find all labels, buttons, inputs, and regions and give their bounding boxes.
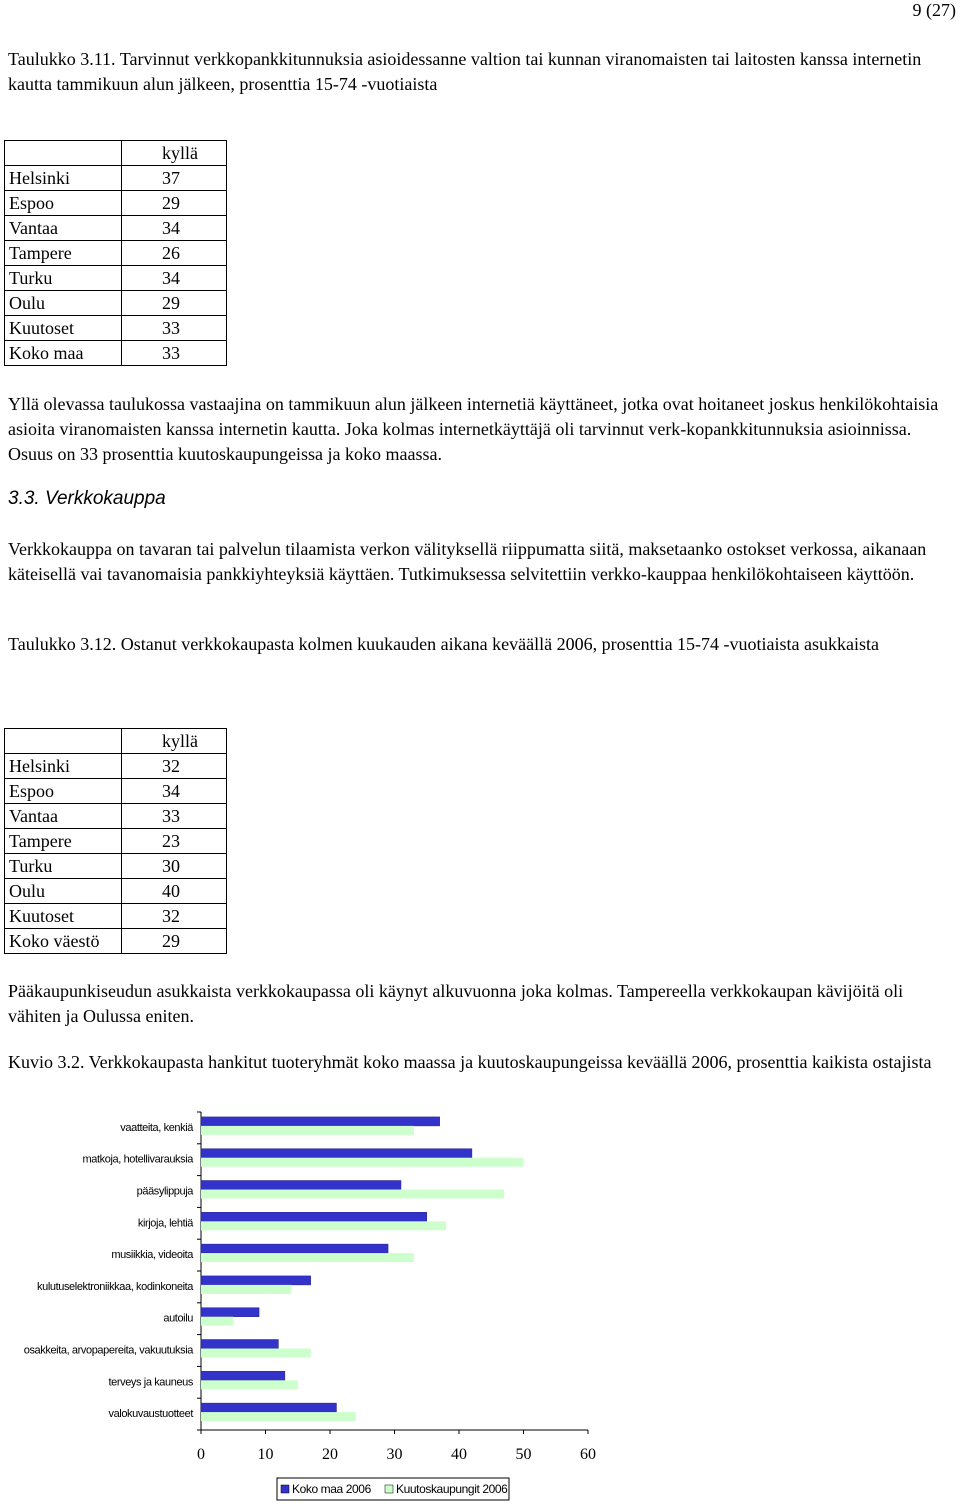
legend-swatch	[385, 1485, 393, 1493]
table2-row-value: 30	[122, 854, 227, 879]
x-tick-label: 50	[515, 1446, 532, 1463]
table-row	[5, 854, 227, 879]
bar-kuutoskaupungit	[201, 1190, 504, 1199]
table2-header-empty	[5, 729, 122, 754]
x-tick-label: 20	[322, 1446, 338, 1463]
bar-kuutoskaupungit	[201, 1412, 356, 1421]
category-label: musiikkia, videoita	[111, 1249, 193, 1262]
legend-label: Kuutoskaupungit 2006	[396, 1482, 508, 1496]
table2-row-value: 33	[122, 804, 227, 829]
bar-koko-maa	[201, 1340, 278, 1349]
bar-chart	[0, 1100, 960, 1504]
table2-caption: Taulukko 3.12. Ostanut verkkokaupasta kolmen kuukauden aikana keväällä 2006, prosenttia 15-74 -vuotiaista asukkaista	[8, 634, 880, 654]
table-row	[5, 191, 227, 216]
legend-swatch	[281, 1485, 289, 1493]
bar-kuutoskaupungit	[201, 1126, 414, 1135]
table2-row-value: 40	[122, 879, 227, 904]
bar-koko-maa	[201, 1371, 285, 1380]
table-row	[5, 804, 227, 829]
table2-row-name: Koko väestö	[5, 929, 122, 954]
table1-header-empty	[5, 141, 122, 166]
table-row	[5, 241, 227, 266]
table2-row-name: Vantaa	[5, 804, 122, 829]
table1-row-value: 26	[122, 241, 227, 266]
table1	[4, 140, 227, 366]
table2-row-value: 34	[122, 779, 227, 804]
table-row	[5, 341, 227, 366]
table2-row-name: Oulu	[5, 879, 122, 904]
page-number: 9 (27)	[912, 0, 956, 20]
category-label: autoilu	[163, 1312, 193, 1325]
table2-row-value: 32	[122, 754, 227, 779]
table-row	[5, 216, 227, 241]
table-row	[5, 779, 227, 804]
bar-kuutoskaupungit	[201, 1221, 446, 1230]
section-heading: 3.3. Verkkokauppa	[8, 488, 166, 509]
x-tick-label: 0	[197, 1446, 205, 1463]
bar-koko-maa	[201, 1403, 336, 1412]
category-label: terveys ja kauneus	[108, 1376, 193, 1389]
bar-koko-maa	[201, 1117, 440, 1126]
table2-row-name: Kuutoset	[5, 904, 122, 929]
table-row	[5, 291, 227, 316]
paragraph-2: Verkkokauppa on tavaran tai palvelun tilaamista verkon välityksellä riippumatta siitä, maksetaanko ostokset verkossa, aikanaan käteisellä vai tavanomaisia pankkiyhteyksiä käyttäen. Tutkimuksessa selvitettiin verkko-kauppaa henkilökohtaiseen käyttöön.	[8, 539, 927, 584]
table1-row-value: 34	[122, 266, 227, 291]
table1-row-name: Oulu	[5, 291, 122, 316]
table2-row-name: Turku	[5, 854, 122, 879]
table1-row-name: Helsinki	[5, 166, 122, 191]
category-label: valokuvaustuotteet	[108, 1408, 193, 1421]
table-row	[5, 879, 227, 904]
table-row	[5, 166, 227, 191]
category-label: vaatteita, kenkiä	[120, 1121, 193, 1134]
table-row	[5, 904, 227, 929]
table-row	[5, 316, 227, 341]
category-label: kirjoja, lehtiä	[137, 1217, 193, 1230]
bar-koko-maa	[201, 1308, 259, 1317]
x-tick-label: 60	[580, 1446, 596, 1463]
bar-kuutoskaupungit	[201, 1158, 524, 1167]
table2-row-value: 32	[122, 904, 227, 929]
table2-header: kyllä	[122, 729, 227, 754]
table1-row-value: 33	[122, 341, 227, 366]
category-label: matkoja, hotellivarauksia	[82, 1153, 193, 1166]
table2-row-name: Tampere	[5, 829, 122, 854]
category-label: osakkeita, arvopapereita, vakuutuksia	[23, 1344, 193, 1357]
figure-caption: Kuvio 3.2. Verkkokaupasta hankitut tuoteryhmät koko maassa ja kuutoskaupungeissa keväällä 2006, prosenttia kaikista ostajista	[8, 1052, 932, 1072]
legend-label: Koko maa 2006	[292, 1482, 371, 1496]
table-row	[5, 929, 227, 954]
bar-kuutoskaupungit	[201, 1317, 233, 1326]
bar-koko-maa	[201, 1181, 401, 1190]
table1-header: kyllä	[122, 141, 227, 166]
table1-row-value: 33	[122, 316, 227, 341]
table1-row-name: Kuutoset	[5, 316, 122, 341]
bar-kuutoskaupungit	[201, 1349, 311, 1358]
table2-row-value: 23	[122, 829, 227, 854]
x-tick-label: 10	[257, 1446, 274, 1463]
bar-kuutoskaupungit	[201, 1380, 298, 1389]
table-row	[5, 266, 227, 291]
bar-kuutoskaupungit	[201, 1285, 291, 1294]
table1-row-value: 37	[122, 166, 227, 191]
table1-caption: Taulukko 3.11. Tarvinnut verkkopankkitunnuksia asioidessanne valtion tai kunnan viranomaisten tai laitosten kanssa internetin kautta tammikuun alun jälkeen, prosenttia 15-74 -vuotiaista	[8, 49, 922, 94]
table-row	[5, 754, 227, 779]
table2	[4, 728, 227, 954]
table1-row-name: Espoo	[5, 191, 122, 216]
table-row	[5, 829, 227, 854]
table1-row-value: 34	[122, 216, 227, 241]
x-tick-label: 40	[451, 1446, 467, 1463]
table1-row-value: 29	[122, 291, 227, 316]
table1-row-name: Tampere	[5, 241, 122, 266]
bar-koko-maa	[201, 1212, 427, 1221]
bar-koko-maa	[201, 1276, 311, 1285]
table1-row-name: Koko maa	[5, 341, 122, 366]
bar-kuutoskaupungit	[201, 1253, 414, 1262]
x-tick-label: 30	[386, 1446, 403, 1463]
table1-row-value: 29	[122, 191, 227, 216]
table2-row-name: Helsinki	[5, 754, 122, 779]
bar-koko-maa	[201, 1149, 472, 1158]
table1-header-row	[5, 141, 227, 166]
table1-row-name: Vantaa	[5, 216, 122, 241]
table2-row-name: Espoo	[5, 779, 122, 804]
category-label: pääsylippuja	[136, 1185, 193, 1198]
paragraph-3: Pääkaupunkiseudun asukkaista verkkokaupassa oli käynyt alkuvuonna joka kolmas. Tampereella verkkokaupan kävijöitä oli vähiten ja Oulussa eniten.	[8, 981, 904, 1026]
bar-koko-maa	[201, 1244, 388, 1253]
table1-row-name: Turku	[5, 266, 122, 291]
table2-header-row	[5, 729, 227, 754]
paragraph-1: Yllä olevassa taulukossa vastaajina on tammikuun alun jälkeen internetiä käyttäneet, jotka ovat hoitaneet joskus henkilökohtaisia asioita viranomaisten kanssa internetin kautta. Joka kolmas internetkäyttäjä oli tarvinnut verk-kopankkitunnuksia asioinnissa. Osuus on 33 prosenttia kuutoskaupungeissa ja koko maassa.	[8, 394, 939, 464]
table2-row-value: 29	[122, 929, 227, 954]
category-label: kulutuselektroniikkaa, kodinkoneita	[37, 1280, 193, 1293]
